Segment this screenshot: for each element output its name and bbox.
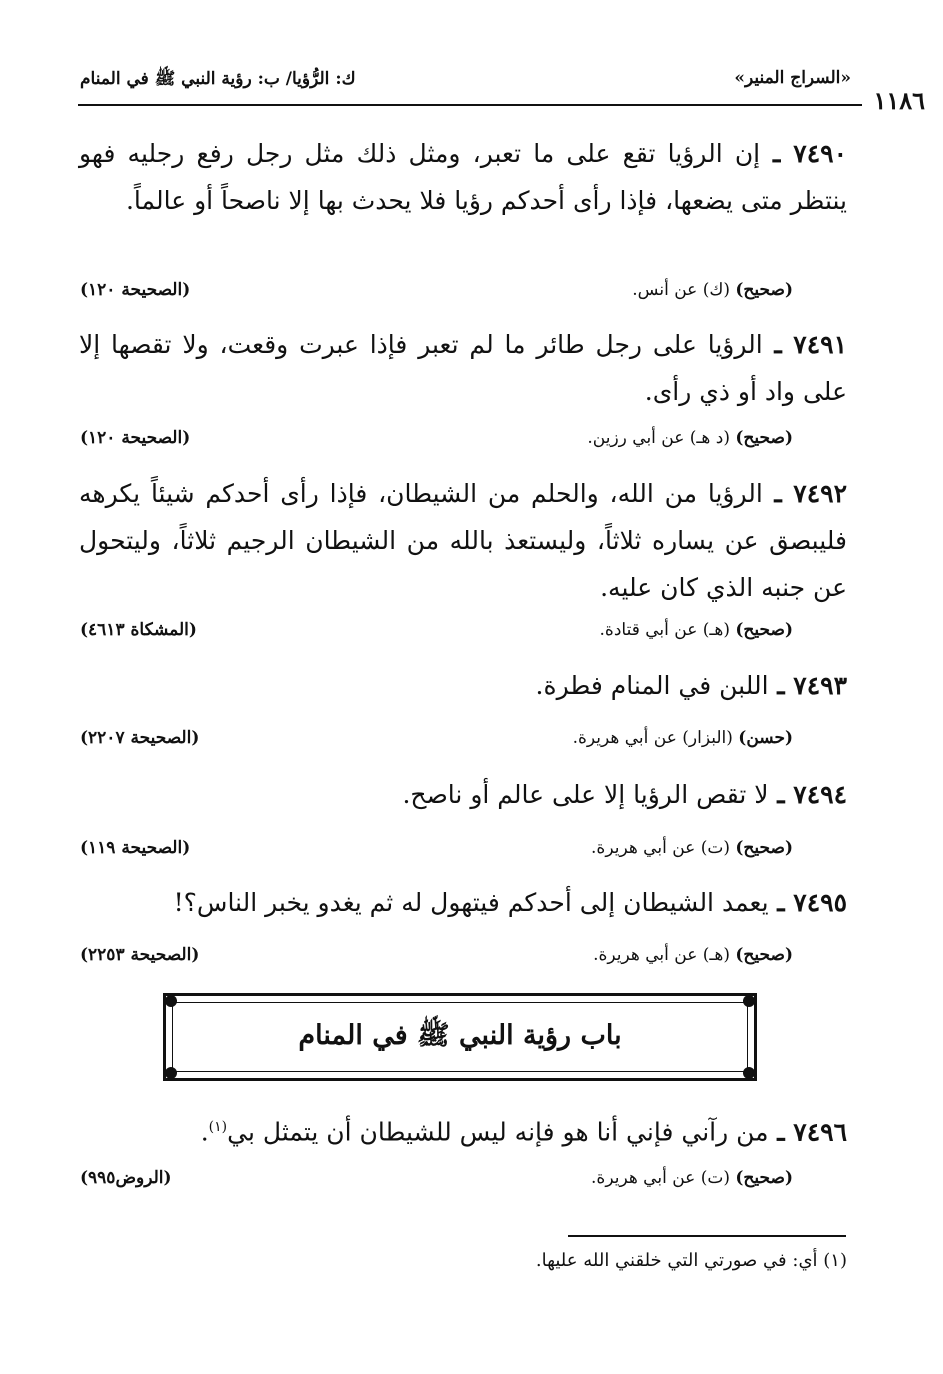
hadith-7496-source bbox=[80, 1168, 793, 1196]
hadith-text: الرؤيا على رجل طائر ما لم تعبر فإذا عبرت وقعت، ولا تقصها إلا على واد أو ذي رأى. bbox=[79, 330, 847, 406]
hadith-7493-source bbox=[80, 728, 793, 756]
narration: (ت) عن أبي هريرة. bbox=[591, 838, 730, 858]
hadith-7495-source bbox=[80, 945, 793, 973]
running-book-title: «السراج المنير» bbox=[734, 68, 851, 88]
corner-ornament bbox=[743, 995, 755, 1007]
reference: (الصحيحة ٢٢٠٧) bbox=[80, 728, 200, 748]
hadith-7496: ٧٤٩٦ ـ من رآني فإني أنا هو فإنه ليس للشيطان أن يتمثل بي$^{(١)}$. bbox=[200, 1117, 847, 1147]
footnote-rule bbox=[568, 1235, 846, 1237]
footnote-text: أي: في صورتي التي خلقني الله عليها. bbox=[535, 1250, 818, 1271]
hadith-text: لا تقص الرؤيا إلا على عالم أو ناصح. bbox=[402, 780, 769, 809]
grade: (صحيح) bbox=[735, 1168, 793, 1188]
hadith-7492-source bbox=[80, 620, 793, 648]
hadith-number: ٧٤٩٢ bbox=[793, 479, 848, 508]
grade: (صحيح) bbox=[735, 428, 793, 448]
grade: (حسن) bbox=[738, 728, 793, 748]
running-chapter-title: ك: الرُّؤيا/ ب: رؤية النبي ﷺ في المنام bbox=[80, 69, 356, 89]
grade: (صحيح) bbox=[735, 620, 793, 640]
narration: (هـ) عن أبي هريرة. bbox=[593, 945, 730, 965]
grade: (صحيح) bbox=[735, 838, 793, 858]
hadith-number: ٧٤٩٥ bbox=[793, 888, 847, 917]
narration: (ت) عن أبي هريرة. bbox=[591, 1168, 730, 1188]
hadith-7491: ٧٤٩١ ـ الرؤيا على رجل طائر ما لم تعبر فإذا عبرت وقعت، ولا تقصها إلا على واد أو ذي رأى. bbox=[79, 330, 847, 406]
reference: (الصحيحة ٢٢٥٣) bbox=[80, 945, 200, 965]
hadith-number: ٧٤٩٣ bbox=[793, 671, 847, 700]
chapter-title: باب رؤية النبي ﷺ في المنام bbox=[298, 1020, 622, 1051]
footnote bbox=[536, 1250, 847, 1271]
hadith-7494: ٧٤٩٤ ـ لا تقص الرؤيا إلا على عالم أو ناصح. bbox=[402, 780, 847, 809]
narration: (د هـ) عن أبي رزين. bbox=[587, 428, 730, 448]
corner-ornament bbox=[165, 995, 177, 1007]
hadith-7491-source bbox=[80, 428, 793, 456]
header-rule bbox=[78, 104, 862, 106]
hadith-number: ٧٤٩١ bbox=[793, 330, 847, 359]
grade: (صحيح) bbox=[735, 280, 793, 300]
hadith-7495: ٧٤٩٥ ـ يعمد الشيطان إلى أحدكم فيتهول له ثم يغدو يخبر الناس؟! bbox=[173, 888, 847, 917]
footnote-number: (١) bbox=[823, 1250, 847, 1271]
chapter-heading-frame bbox=[163, 993, 757, 1081]
hadith-7493: ٧٤٩٣ ـ اللبن في المنام فطرة. bbox=[535, 671, 847, 700]
page-number: ١١٨٦ bbox=[873, 86, 925, 115]
hadith-7492: ٧٤٩٢ ـ الرؤيا من الله، والحلم من الشيطان، فإذا رأى أحدكم شيئاً يكرهه فليبصق عن يساره ثلاثاً، وليستعذ بالله من الشيطان الرجيم ثلاثاً، وليتحول عن جنبه الذي كان عليه. bbox=[79, 479, 848, 602]
narration: (ك) عن أنس. bbox=[632, 280, 730, 300]
grade: (صحيح) bbox=[735, 945, 793, 965]
footnote-marker: (١) bbox=[208, 1119, 228, 1135]
hadith-7490-source bbox=[80, 280, 793, 308]
reference: (الصحيحة ١١٩) bbox=[80, 838, 191, 858]
narration: (البزار) عن أبي هريرة. bbox=[572, 728, 733, 748]
hadith-number: ٧٤٩٤ bbox=[793, 780, 847, 809]
narration: (هـ) عن أبي قتادة. bbox=[599, 620, 730, 640]
hadith-number: ٧٤٩٦ bbox=[793, 1117, 847, 1147]
hadith-text: الرؤيا من الله، والحلم من الشيطان، فإذا رأى أحدكم شيئاً يكرهه فليبصق عن يساره ثلاثاً، وليستعذ بالله من الشيطان الرجيم ثلاثاً، وليتحول عن جنبه الذي كان عليه. bbox=[79, 479, 847, 602]
hadith-7494-source bbox=[80, 838, 793, 866]
corner-ornament bbox=[743, 1067, 755, 1079]
reference: (الصحيحة ١٢٠) bbox=[80, 280, 191, 300]
end-punctuation: . bbox=[200, 1117, 209, 1147]
reference: (الصحيحة ١٢٠) bbox=[80, 428, 191, 448]
reference: (المشكاة ٤٦١٣) bbox=[80, 620, 197, 640]
reference: (الروض٩٩٥) bbox=[80, 1168, 172, 1188]
hadith-text: يعمد الشيطان إلى أحدكم فيتهول له ثم يغدو يخبر الناس؟! bbox=[173, 888, 769, 917]
hadith-text: من رآني فإني أنا هو فإنه ليس للشيطان أن يتمثل بي bbox=[227, 1117, 769, 1147]
hadith-7490: ٧٤٩٠ ـ إن الرؤيا تقع على ما تعبر، ومثل ذلك مثل رجل رفع رجليه فهو ينتظر متى يضعها، فإذا رأى أحدكم رؤيا فلا يحدث بها إلا ناصحاً أو عالماً. bbox=[79, 139, 847, 215]
hadith-number: ٧٤٩٠ bbox=[793, 139, 847, 168]
corner-ornament bbox=[165, 1067, 177, 1079]
hadith-text: اللبن في المنام فطرة. bbox=[535, 671, 769, 700]
hadith-text: إن الرؤيا تقع على ما تعبر، ومثل ذلك مثل رجل رفع رجليه فهو ينتظر متى يضعها، فإذا رأى أحدكم رؤيا فلا يحدث بها إلا ناصحاً أو عالماً. bbox=[79, 139, 847, 215]
